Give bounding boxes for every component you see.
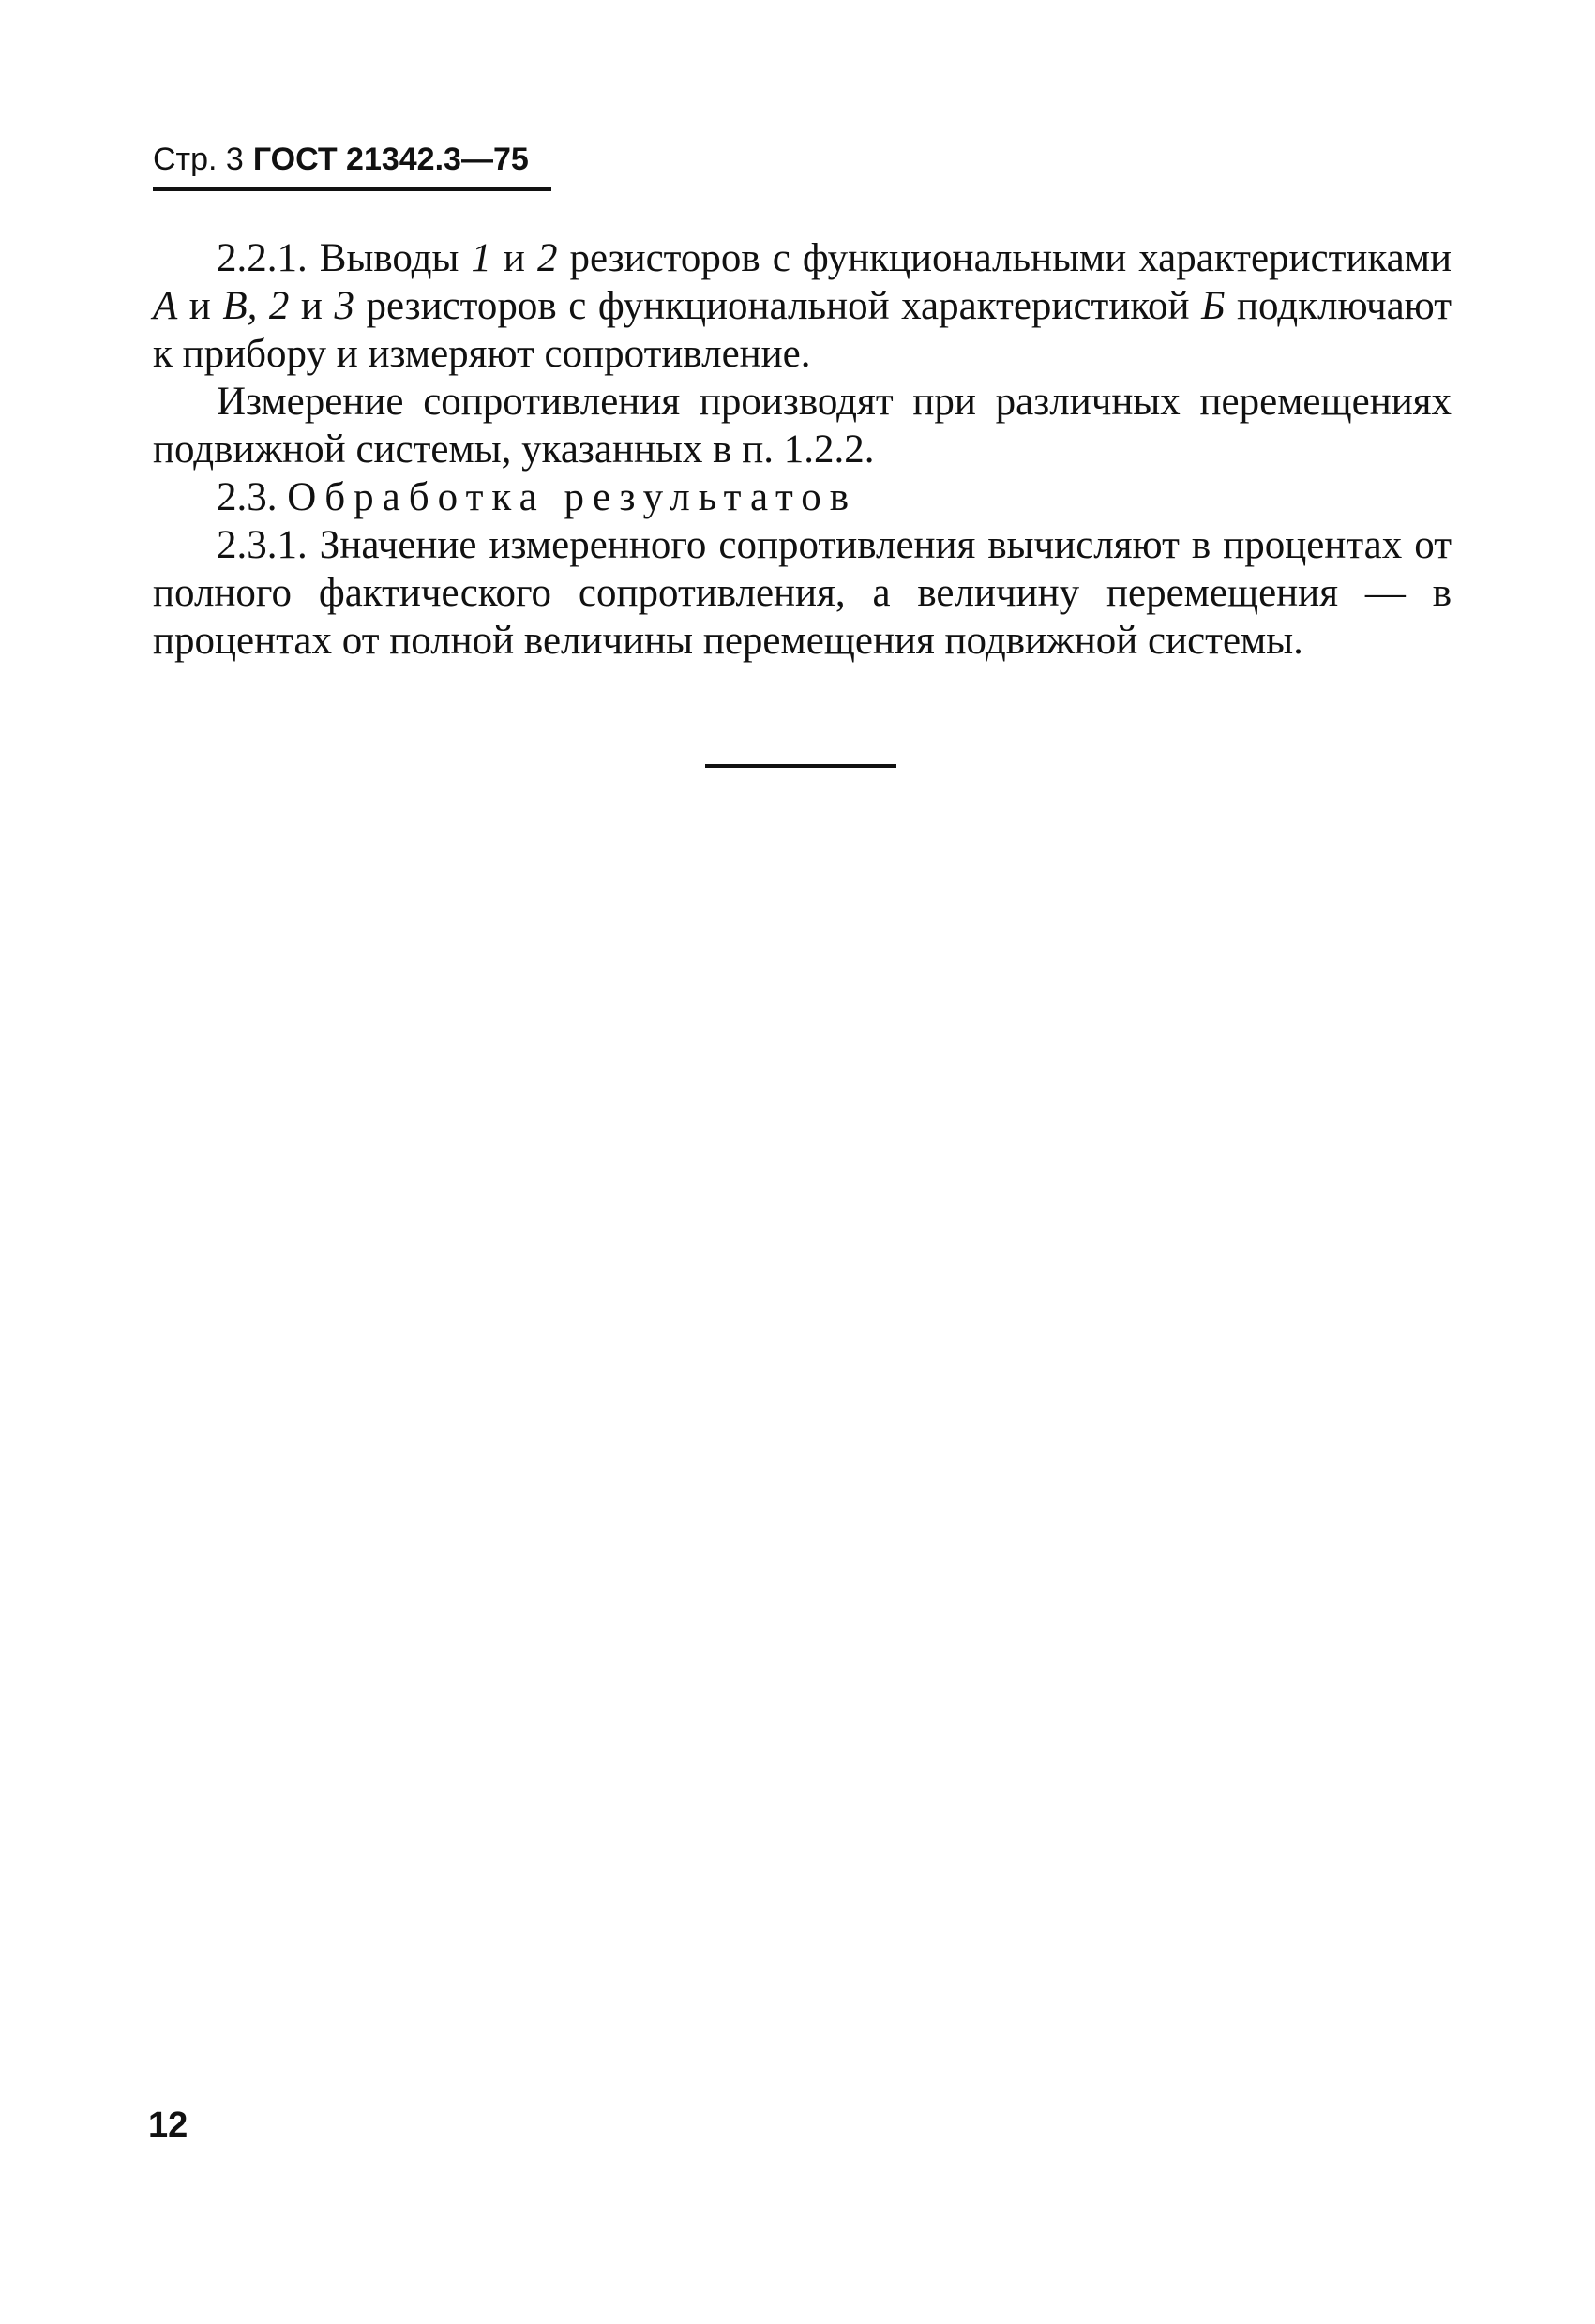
section-title: Обработка результатов	[287, 475, 857, 519]
document-body	[153, 234, 1452, 665]
page-number: 12	[148, 2106, 188, 2145]
section-number: 2.3.	[217, 475, 278, 519]
paragraph-2-3-1: 2.3.1. Значение измеренного сопротивления вычисляют в процентах от полного фактического сопротивления, а величину перемещения — в процентах от полной величины перемещения подвижной системы.	[153, 523, 1452, 663]
end-rule	[705, 764, 896, 768]
text-run: резисторов с функциональными характеристиками	[557, 236, 1452, 280]
italic-terminal-number: 2	[536, 236, 558, 280]
page-label: Стр. 3	[153, 142, 244, 177]
italic-characteristic-letter: В, 2	[222, 284, 290, 328]
paragraph-2-2-1	[153, 234, 1452, 378]
text-run: и	[177, 284, 223, 328]
text-run: и	[289, 284, 335, 328]
paragraph-measurement: Измерение сопротивления производят при различных перемещениях подвижной системы, указанных в п. 1.2.2.	[153, 380, 1452, 472]
running-header	[153, 141, 529, 179]
header-rule	[153, 187, 551, 191]
text-run: и	[490, 236, 537, 280]
section-heading-2-3	[153, 473, 1452, 521]
text-run: подключают к прибору и измеряют сопротивление.	[153, 284, 1452, 376]
italic-characteristic-letter: Б	[1201, 284, 1226, 328]
italic-characteristic-letter: А	[153, 284, 178, 328]
text-run: резисторов с функциональной характеристикой	[354, 284, 1202, 328]
italic-terminal-number: 3	[334, 284, 354, 328]
italic-terminal-number: 1	[471, 236, 491, 280]
standard-code: ГОСТ 21342.3—75	[252, 142, 529, 177]
text-run: 2.2.1. Выводы	[217, 236, 472, 280]
